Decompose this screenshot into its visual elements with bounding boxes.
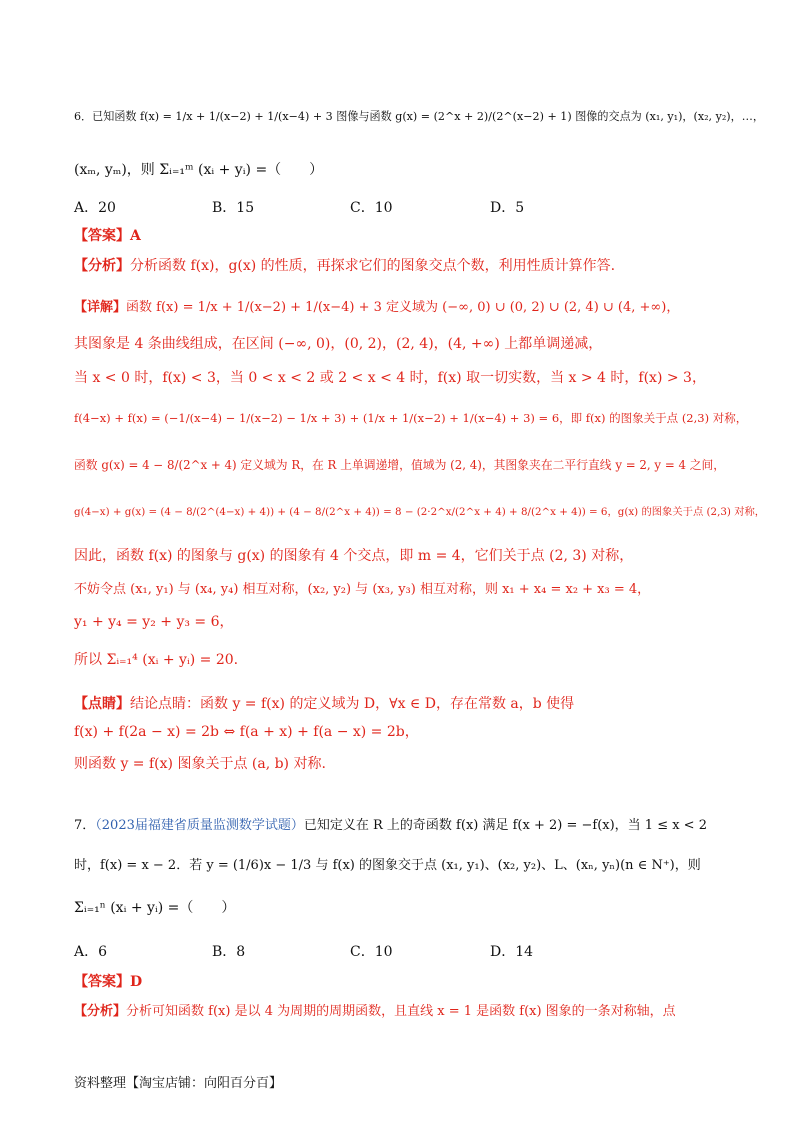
q6-detail-line9: y₁ + y₄ = y₂ + y₃ = 6，: [74, 614, 234, 630]
q6-detail-line5: 函数 g(x) = 4 − 8/(2^x + 4) 定义域为 R，在 R 上单调递增，值域为 (2, 4)，其图象夹在二平行直线 y = 2, y = 4 之间，: [74, 458, 726, 472]
q6-detail-line2: 其图象是 4 条曲线组成，在区间 (−∞, 0)，(0, 2)，(2, 4)，(4, +∞) 上都单调递减，: [74, 336, 603, 352]
tip-tag: 【点睛】: [74, 696, 130, 712]
q6-answer: [74, 228, 141, 245]
q7-analysis: [74, 1004, 676, 1020]
detail-tag: 【详解】: [74, 300, 127, 315]
q7-option-b: B．8: [212, 944, 246, 960]
q6-detail-line10: 所以 Σᵢ₌₁⁴ (xᵢ + yᵢ) = 20.: [74, 652, 239, 668]
q7-stem-line2: 时，f(x) = x − 2．若 y = (1/6)x − 1/3 与 f(x) 的图象交于点 (x₁, y₁)、(x₂, y₂)、L、(xₙ, yₙ)(n ∈ N⁺)，则: [74, 858, 701, 873]
analysis-text: 分析可知函数 f(x) 是以 4 为周期的周期函数，且直线 x = 1 是函数 f(x) 图象的一条对称轴，点: [126, 1004, 676, 1019]
q6-detail-line1: 【详解】函数 f(x) = 1/x + 1/(x−2) + 1/(x−4) + 3 定义域为 (−∞, 0) ∪ (0, 2) ∪ (2, 4) ∪ (4, +∞)，: [74, 300, 680, 315]
analysis-tag: 【分析】: [74, 1004, 127, 1019]
q6-option-d: D．5: [490, 200, 525, 216]
q6-detail-line7: 因此，函数 f(x) 的图象与 g(x) 的图象有 4 个交点，即 m = 4，它们关于点 (2, 3) 对称，: [74, 548, 634, 564]
analysis-tag: 【分析】: [74, 258, 130, 274]
answer-tag: 【答案】: [74, 228, 130, 244]
q7-stem-line1: 7．（2023届福建省质量监测数学试题）已知定义在 R 上的奇函数 f(x) 满足 f(x + 2) = −f(x)，当 1 ≤ x < 2: [74, 818, 707, 833]
q7-option-d: D．14: [490, 944, 534, 960]
q6-stem-line1: 6．已知函数 f(x) = 1/x + 1/(x−2) + 1/(x−4) + 3 图像与函数 g(x) = (2^x + 2)/(2^(x−2) + 1) 图像的交点为 (x₁, y₁)，(x₂, y₂)，…，: [74, 110, 764, 123]
q6-detail-line3: 当 x < 0 时，f(x) < 3，当 0 < x < 2 或 2 < x < 4 时，f(x) 取一切实数，当 x > 4 时，f(x) > 3，: [74, 370, 706, 386]
q7-answer: [74, 974, 142, 991]
q7-option-a: A．6: [74, 944, 108, 960]
q7-number: 7．: [74, 818, 96, 833]
q6-option-b: B．15: [212, 200, 255, 216]
q6-option-a: A．20: [74, 200, 116, 216]
q6-stem-line2: (xₘ, yₘ)，则 Σᵢ₌₁ᵐ (xᵢ + yᵢ) =（ ）: [74, 162, 324, 178]
q6-analysis: [74, 258, 615, 275]
q6-tip-line1: 【点睛】结论点睛：函数 y = f(x) 的定义域为 D，∀x ∈ D，存在常数 a，b 使得: [74, 696, 575, 712]
answer-value: A: [130, 228, 141, 244]
analysis-text: 分析函数 f(x)，g(x) 的性质，再探求它们的图象交点个数，利用性质计算作答.: [130, 258, 616, 274]
page-footer: 资料整理【淘宝店铺：向阳百分百】: [74, 1076, 283, 1091]
q6-detail-line8: 不妨令点 (x₁, y₁) 与 (x₄, y₄) 相互对称，(x₂, y₂) 与 (x₃, y₃) 相互对称，则 x₁ + x₄ = x₂ + x₃ = 4，: [74, 582, 651, 597]
q6-tip-line3: 则函数 y = f(x) 图象关于点 (a, b) 对称.: [74, 756, 326, 772]
q7-option-c: C．10: [350, 944, 393, 960]
q7-source: （2023届福建省质量监测数学试题）: [95, 818, 304, 833]
q6-detail-line4: f(4−x) + f(x) = (−1/(x−4) − 1/(x−2) − 1/x + 3) + (1/x + 1/(x−2) + 1/(x−4) + 3) = 6，即 f(x) 的图象关于点 (2,3) 对称，: [74, 411, 748, 425]
q6-detail-line6: g(4−x) + g(x) = (4 − 8/(2^(4−x) + 4)) + (4 − 8/(2^x + 4)) = 8 − (2·2^x/(2^x + 4) + 8/(2^x + 4)) = 6，g(x) 的图象关于点 (2,3) 对称，: [74, 506, 766, 518]
q7-stem-line3: Σᵢ₌₁ⁿ (xᵢ + yᵢ) =（ ）: [74, 900, 236, 916]
answer-value: D: [130, 974, 143, 990]
q6-tip-line2: f(x) + f(2a − x) = 2b ⇔ f(a + x) + f(a − x) = 2b，: [74, 724, 419, 740]
q6-option-c: C．10: [350, 200, 393, 216]
answer-tag: 【答案】: [74, 974, 130, 990]
